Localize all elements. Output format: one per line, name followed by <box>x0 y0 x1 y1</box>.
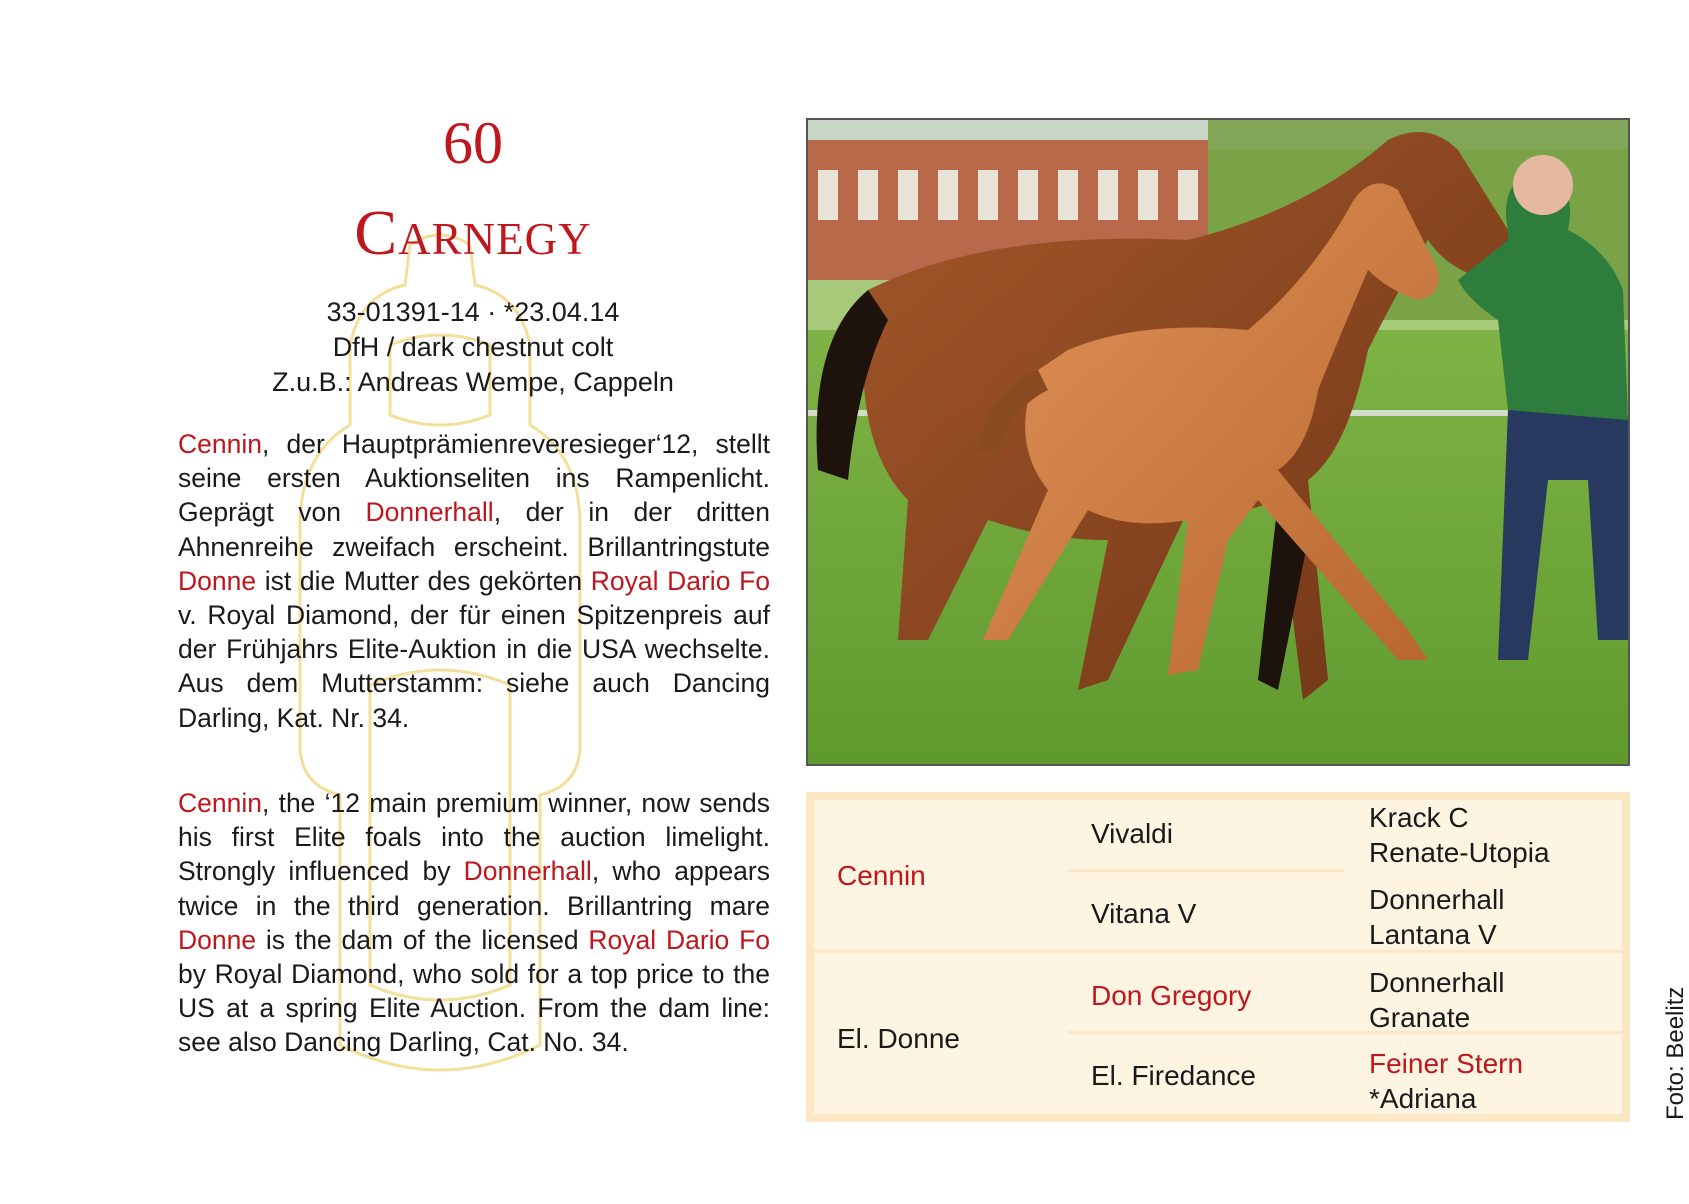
text-segment: is the dam of the licensed <box>256 924 589 955</box>
ancestor-name: Donne <box>178 924 257 955</box>
pedigree-dam-sire: Don Gregory <box>1091 980 1252 1011</box>
pedigree-sire-dam: Vitana V <box>1091 898 1197 929</box>
ancestor-name: Royal Dario Fo <box>588 924 770 955</box>
sire-name: Cennin <box>178 429 262 459</box>
text-segment: , der Hauptprämienreveresieger‘12, stellt seine ersten Auktionseliten ins Rampenlicht. Geprägt von <box>178 429 770 528</box>
text-segment: , who appears twice in the third generation. Brillantring mare <box>178 856 770 921</box>
sire-name: Cennin <box>178 788 262 818</box>
pedigree-dam-dam: El. Firedance <box>1091 1060 1256 1091</box>
ancestor-name: Donnerhall <box>463 856 592 887</box>
lot-number: 60 <box>443 110 503 176</box>
breeder-line: Z.u.B.: Andreas Wempe, Cappeln <box>272 367 674 397</box>
pedigree-dd-sire: Feiner Stern <box>1369 1048 1524 1079</box>
text-segment: v. Royal Diamond, der für einen Spitzenpreis auf der Frühjahrs Elite-Auktion in die USA wechselte. Aus dem Mutterstamm: siehe auch Dancing Darling, Kat. Nr. 34. <box>178 600 770 733</box>
description-english <box>178 786 770 1060</box>
ancestor-name: Royal Dario Fo <box>590 565 770 596</box>
horse-name: Carnegy <box>354 197 592 268</box>
pedigree-sire: Cennin <box>837 860 926 891</box>
pedigree-inner <box>814 800 1622 1114</box>
pedigree-ss-sire: Krack C <box>1369 802 1469 833</box>
ancestor-name: Donnerhall <box>365 497 494 528</box>
ancestor-name: Donne <box>178 565 257 596</box>
horse-meta <box>178 295 768 400</box>
horse-photo <box>806 118 1630 766</box>
description-german <box>178 427 770 735</box>
text-segment: by Royal Diamond, who sold for a top price to the US at a spring Elite Auction. From the dam line: see also Dancing Darling, Cat. No. 34. <box>178 959 770 1058</box>
pedigree-sd-dam: Lantana V <box>1369 919 1497 950</box>
text-segment: , der in der dritten Ahnenreihe zweifach erscheint. Brillantringstute <box>178 497 770 562</box>
pedigree-ds-dam: Granate <box>1369 1002 1471 1033</box>
text-segment: ist die Mutter des gekörten <box>256 565 591 596</box>
pedigree-table <box>806 792 1630 1122</box>
pedigree-ss-dam: Renate-Utopia <box>1369 837 1550 868</box>
pedigree-sd-sire: Donnerhall <box>1369 884 1505 915</box>
id-line: 33-01391-14 · *23.04.14 <box>326 297 620 327</box>
pedigree-dd-dam: *Adriana <box>1369 1083 1477 1114</box>
pedigree-ds-sire: Donnerhall <box>1369 967 1505 998</box>
breed-line: DfH / dark chestnut colt <box>332 332 614 362</box>
pedigree-sire-sire: Vivaldi <box>1091 818 1173 849</box>
photo-credit: Foto: Beelitz <box>1662 986 1689 1120</box>
text-segment: , the ‘12 main premium winner, now sends his first Elite foals into the auction limelight. Strongly influenced by <box>178 788 770 887</box>
pedigree-dam: El. Donne <box>837 1023 960 1054</box>
